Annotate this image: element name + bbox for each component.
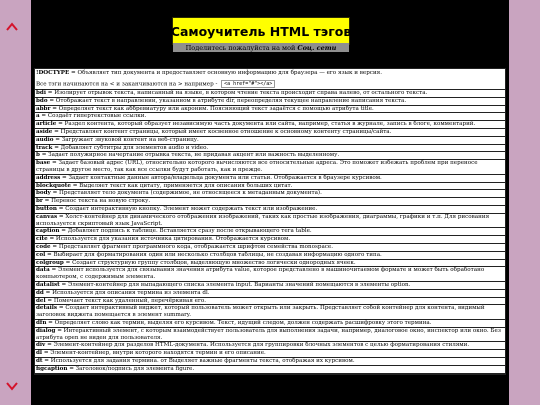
tag-row [35,305,505,320]
tag-description: = Определяет текст как аббревиатуру или акроним. Поясняющий текст задаётся с помощью атрибута title. [52,105,374,112]
tag-description: = Перенос текста на новую строку. [44,198,151,205]
tag-description: = Создает интерактивный виджет, который пользователь может открыть или закрыть. Представляет собой контейнер для контента, видимый заголовок виджета помещается в элемент summary. [36,305,485,319]
tag-name: br [36,198,43,205]
tag-description: = Отображает текст в направлении, указанном в атрибуте dir, переопределяя текущее направление написания текста. [49,97,407,104]
tag-row [35,175,505,183]
tag-name: b [36,152,40,159]
doctype-desc: = Объявляет тип документа и предоставляет основную информацию для браузера — его язык и версия. [71,70,382,76]
share-site-link[interactable]: Соц. сети [297,43,337,52]
tag-name: cite [36,236,48,243]
tag-row [35,290,505,298]
tag-description: = Выделяет текст как цитату, применяется для описания больших цитат. [72,182,293,189]
tag-name: blockquote [36,182,71,189]
tag-description: = Изолирует отрывок текста, написанный на языке, в котором чтение текста происходит справа налево, от остального текста. [47,90,428,97]
page-container [31,0,509,405]
tag-rows [35,90,505,373]
tag-description: = Определяет слово как термин, выделяя его курсивом. Текст, идущий следом, должен содержать расшифровку этого термина. [48,320,432,326]
tag-name: colgroup [36,259,64,266]
tag-row [35,244,505,252]
tag-description: = Элемент используется для связывания значения атрибута value, которое представлено в машиночитаемом формате и может быть обработано компьютером, с содержимым элемента. [36,267,485,281]
tag-row [35,145,505,153]
doctype-tag: !DOCTYPE [36,70,70,76]
tag-name: address [36,174,61,181]
syntax-desc: Все тэги начинаются на < и заканчиваются на > например - [36,81,218,88]
tag-description: = Выбирает для форматирования один или несколько столбцов таблицы, не создавая информацию одного типа. [47,251,382,258]
tag-row [35,98,505,106]
tag-name: audio [36,136,54,143]
tag-description: = Интерактивный элемент, с которым взаимодействует пользователь для выполнения задачи, например, диалоговое окно, инспектор или окно. Без атрибута open не виден для пользователя. [36,327,501,341]
tag-row [35,121,505,129]
tag-description: = Задает полужирное начертание отрывка текста, не придавая акцент или важность выделенному. [41,152,340,159]
tag-description: = Раздел контента, который образует независимую часть документа или сайта, например, статья в журнале, запись в блоге, комментарий. [58,121,476,128]
tag-name: aside [36,129,53,136]
tag-name: datalist [36,282,60,289]
tag-row [35,198,505,206]
tag-row [35,137,505,145]
tag-name: code [36,244,51,251]
tag-description: = Представляет тело документа (содержимое, не относящееся к метаданным документа). [52,190,322,197]
share-banner[interactable] [173,43,349,52]
tag-row [35,358,505,366]
tag-description: = Создает структурную группу столбцов, выделяющую множество логически однородных ячеек. [65,259,356,266]
tag-name: body [36,190,51,197]
tag-description: = Элемент-контейнер для разделов HTML-документа. Используется для группировки блочных элементов с целью форматирования стилями. [47,342,470,349]
tag-row [35,342,505,350]
tag-row [35,160,505,175]
tag-name: bdo [36,97,48,104]
code-example: <a href="#"></a> [221,80,275,88]
tag-row [35,190,505,198]
tag-row [35,214,505,229]
tag-description: = Элемент-контейнер для выпадающего списка элемента input. Варианты значений помещаются в элементы option. [61,282,411,289]
tag-row [35,328,505,343]
tag-row [35,267,505,282]
tag-row [35,90,505,98]
tag-description: = Добавляет субтитры для элементов audio и video. [54,144,209,151]
tag-name: div [36,342,46,349]
tag-row [35,206,505,214]
tag-name: caption [36,228,60,235]
tag-description: = Добавляет подпись к таблице. Вставляется сразу после открывающего тега table. [61,228,312,235]
page-title: Самоучитель HTML тэгов [170,23,352,39]
tag-description: = Представляет контент страницы, который имеет косвенное отношение к основному контенту страницы/сайта. [54,129,392,136]
tag-row [35,129,505,137]
tag-name: canvas [36,213,58,220]
syntax-line [36,80,504,88]
tag-name: abbr [36,105,51,112]
tag-reference-list [34,68,506,375]
tag-name: dialog [36,327,56,334]
tag-description: = Используется для задания термина. от Выделяет важные фрагменты текста, отображая их курсивом. [44,357,355,364]
tag-name: col [36,251,46,258]
tag-description: = Элемент-контейнер, внутри которого находятся термин и его описание. [43,350,266,357]
tag-description: = Используется для описания термина из элемента dl. [45,289,210,296]
title-banner [172,17,350,45]
share-text: Поделитесь пожалуйста на мой [185,43,296,52]
tag-row [35,236,505,244]
tag-name: details [36,305,58,312]
tag-name: base [36,160,51,167]
tag-row [35,252,505,260]
tag-description: = Представляет фрагмент программного кода, отображается шрифтом семейства monospace. [52,244,334,251]
tag-description: = Загружает звуковой контент на веб-страницу. [55,136,199,143]
tag-row [35,350,505,358]
tag-name: article [36,121,57,128]
tag-description: = Холст-контейнер для динамического отображения изображений, таких как простые изображения, диаграммы, графики и т.п. Для рисования используется скриптовый язык JavaScript. [36,213,490,227]
scroll-down-chevron-icon[interactable] [5,380,19,394]
tag-description: = Используется для указания источника цитирования. Отображается курсивом. [49,236,291,243]
scroll-up-chevron-icon[interactable] [5,20,19,34]
tag-row [35,320,505,328]
tag-row [35,282,505,290]
tag-description: = Создает интерактивную кнопку. Элемент может содержать текст или изображение. [58,206,318,213]
tag-name: track [36,144,53,151]
tag-name: a [36,113,40,120]
tag-name: del [36,297,46,304]
doctype-line [36,70,504,77]
tag-description: = Задает базовый адрес (URL), относительно которого вычисляются все относительные адреса. Это поможет избежать проблем при переносе страницы в другое место, так как все ссылки будут работать, как и прежде. [36,160,478,174]
tag-row [35,366,505,374]
tag-name: dt [36,357,43,364]
tag-description: = Создаёт гипертекстовые ссылки. [41,113,147,120]
tag-name: dfn [36,320,47,326]
tag-name: dl [36,350,43,357]
page-header [31,0,509,67]
tag-description: = Заголовок/подпись для элемента figure. [69,365,195,372]
tag-description: = Помечает текст как удаленный, перечёркивая его. [47,297,207,304]
tag-description: = Задает контактные данные автора/владельца документа или статьи. Отображается в браузере курсивом. [62,174,382,181]
tag-name: figcaption [36,365,68,372]
tag-name: bdi [36,90,46,97]
intro-block [35,69,505,90]
tag-name: button [36,206,57,213]
tag-name: data [36,267,50,274]
tag-name: dd [36,289,44,296]
